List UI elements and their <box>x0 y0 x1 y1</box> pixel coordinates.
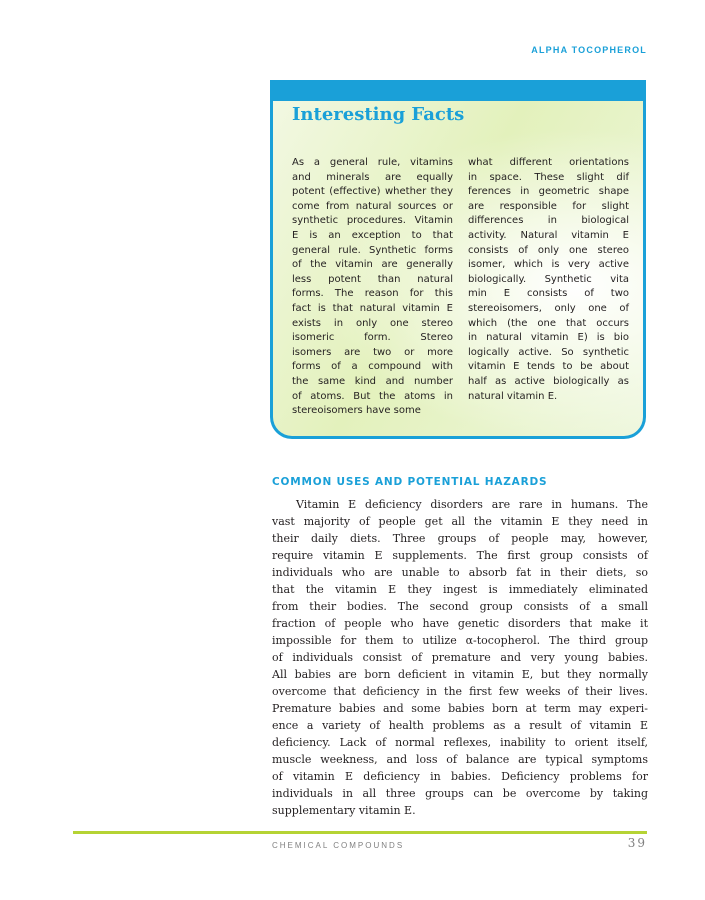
sidebar-line: come from natural sources or <box>292 200 453 212</box>
body-paragraph <box>272 496 648 819</box>
body-line: ence a variety of health problems as a result of vitamin E <box>272 719 648 732</box>
sidebar-line: of the vitamin are generally <box>292 259 453 271</box>
body-line: from their bodies. The second group consists of a small <box>272 600 648 613</box>
body-line: fraction of people who have genetic disorders that make it <box>272 617 648 630</box>
sidebar-column-2 <box>468 156 629 404</box>
sidebar-line: what different orientations <box>468 157 629 168</box>
sidebar-line: isomer, which is very active <box>468 259 629 271</box>
sidebar-line: in space. These slight dif <box>468 171 629 183</box>
sidebar-line: natural vitamin E. <box>468 390 558 402</box>
sidebar-line: biologically. Synthetic vita <box>468 273 629 285</box>
sidebar-line: As a general rule, vitamins <box>292 157 453 168</box>
body-line: individuals in all three groups can be overcome by taking <box>272 787 648 800</box>
body-line: All babies are born deficient in vitamin E, but they normally <box>272 668 648 681</box>
sidebar-line: half as active biologically as <box>468 375 629 387</box>
body-line: Vitamin E deficiency disorders are rare in humans. The <box>296 498 648 511</box>
footer-rule <box>73 831 647 834</box>
sidebar-line: isomeric form. Stereo <box>292 332 453 344</box>
body-line: their daily diets. Three groups of people may, however, <box>272 532 648 545</box>
sidebar-line: exists in only one stereo <box>292 317 453 329</box>
sidebar-line: fact is that natural vitamin E <box>292 302 453 314</box>
sidebar-line: stereoisomers have some <box>292 405 421 417</box>
page-number: 39 <box>627 836 647 850</box>
sidebar-line: and minerals are equally <box>292 171 453 183</box>
sidebar-line: E is an exception to that <box>292 229 453 241</box>
running-head: ALPHA TOCOPHEROL <box>531 45 647 55</box>
body-line: Premature babies and some babies born at term may experi- <box>272 702 648 715</box>
sidebar-line: min E consists of two <box>468 288 629 300</box>
sidebar-line: logically active. So synthetic <box>468 346 629 358</box>
body-line: deficiency. Lack of normal reflexes, inability to orient itself, <box>272 736 648 749</box>
sidebar-line: differences in biological <box>468 215 629 227</box>
body-line: individuals who are unable to absorb fat in their diets, so <box>272 566 648 579</box>
sidebar-line: forms. The reason for this <box>292 288 453 300</box>
sidebar-line: in natural vitamin E) is bio <box>468 332 629 344</box>
sidebar-title: Interesting Facts <box>292 104 465 125</box>
body-line: that the vitamin E they ingest is immediately eliminated <box>272 583 648 596</box>
interesting-facts-box <box>270 80 646 439</box>
sidebar-line: activity. Natural vitamin E <box>468 229 629 241</box>
sidebar-line: consists of only one stereo <box>468 244 629 256</box>
body-line: supplementary vitamin E. <box>272 804 416 817</box>
body-line: of vitamin E deficiency in babies. Deficiency problems for <box>272 770 648 783</box>
body-line: vast majority of people get all the vitamin E they need in <box>272 515 648 528</box>
body-line: of individuals consist of premature and very young babies. <box>272 651 648 664</box>
sidebar-line: isomers are two or more <box>292 346 453 358</box>
sidebar-column-1 <box>292 156 453 419</box>
body-line: impossible for them to utilize α-tocopherol. The third group <box>272 634 648 647</box>
sidebar-line: stereoisomers, only one of <box>468 302 629 314</box>
footer-book-title: CHEMICAL COMPOUNDS <box>272 841 405 850</box>
section-heading: COMMON USES AND POTENTIAL HAZARDS <box>272 476 548 488</box>
sidebar-line: less potent than natural <box>292 273 453 285</box>
sidebar-line: are responsible for slight <box>468 200 629 212</box>
body-line: muscle weekness, and loss of balance are typical symptoms <box>272 753 648 766</box>
sidebar-line: the same kind and number <box>292 375 453 387</box>
body-line: overcome that deficiency in the first few weeks of their lives. <box>272 685 648 698</box>
sidebar-line: which (the one that occurs <box>468 317 629 329</box>
sidebar-line: vitamin E tends to be about <box>468 361 629 373</box>
sidebar-line: ferences in geometric shape <box>468 186 629 198</box>
sidebar-line: forms of a compound with <box>292 361 453 373</box>
sidebar-line: of atoms. But the atoms in <box>292 390 453 402</box>
sidebar-line: synthetic procedures. Vitamin <box>292 215 453 227</box>
body-line: require vitamin E supplements. The first group consists of <box>272 549 648 562</box>
sidebar-line: general rule. Synthetic forms <box>292 244 453 256</box>
sidebar-line: potent (effective) whether they <box>292 186 453 198</box>
